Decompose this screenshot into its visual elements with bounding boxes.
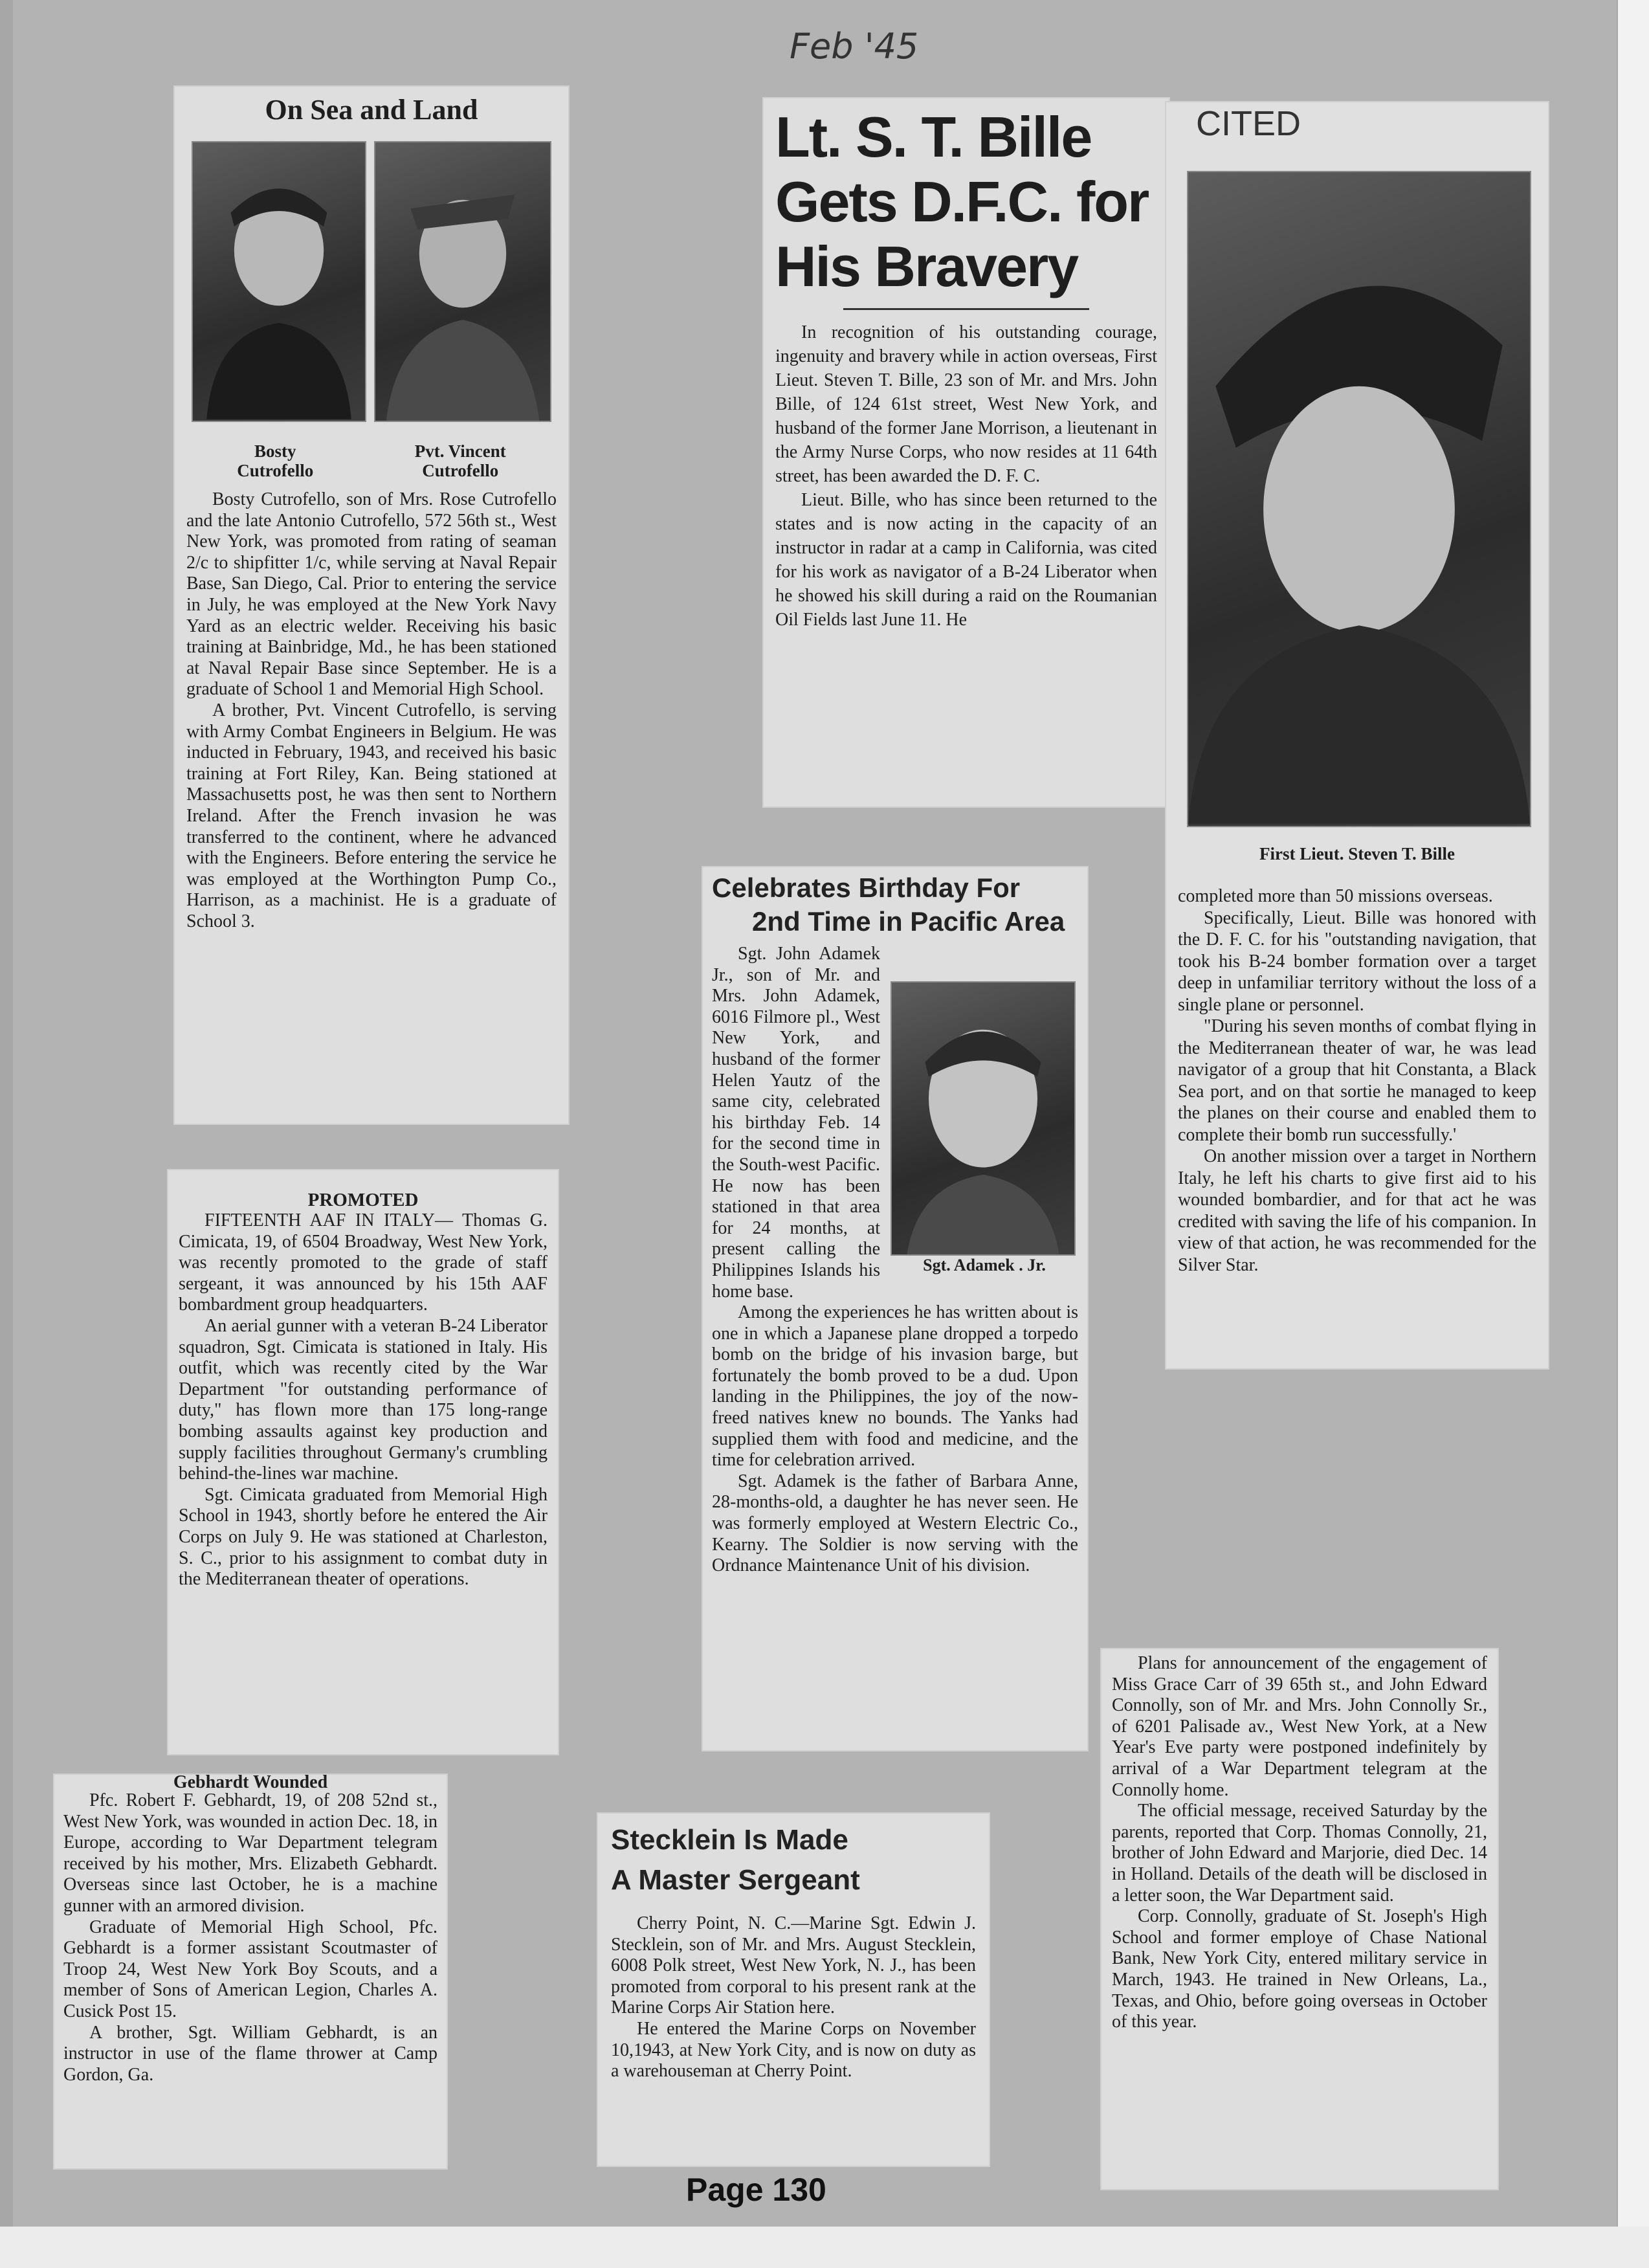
page-number: Page 130 — [686, 2172, 826, 2208]
paragraph: Bosty Cutrofello, son of Mrs. Rose Cutrofello and the late Antonio Cutrofello, 572 56th st., West New York, was promoted from rating of seaman 2/c to shipfitter 1/c, while serving at Naval Repair Base, San Diego, Cal. Prior to entering the service in July, he was employed at the New York Navy Yard as an electric welder. Receiving his basic training at Bainbridge, Md., he has been stationed at Naval Repair Base since September. He is a graduate of School 1 and Memorial High School. — [186, 489, 557, 700]
photo-john-adamek — [891, 981, 1076, 1256]
paper-edge-bottom — [0, 2227, 1649, 2268]
paragraph: A brother, Pvt. Vincent Cutrofello, is serving with Army Combat Engineers in Belgium. He was inducted in February, 1943, and received his basic training at Fort Riley, Kan. Being stationed at Massachusetts post, he was then sent to Northern Ireland. After the French invasion he was transferred to the continent, where he advanced with the Engineers. Before entering the service he was employed at the Worthington Pump Co., Harrison, as a machinist. He is a graduate of School 3. — [186, 700, 557, 931]
article-body — [186, 489, 557, 932]
headline-line-1: Celebrates Birthday For — [712, 873, 1021, 903]
paragraph: Pfc. Robert F. Gebhardt, 19, of 208 52nd st., West New York, was wounded in action Dec. 18, in Europe, according to War Department telegram received by his mother, Mrs. Elizabeth Gebhardt. Overseas since last October, he is a machine gunner with an armored division. — [63, 1790, 437, 1916]
paragraph: In recognition of his outstanding courage, ingenuity and bravery while in action overseas, First Lieut. Steven T. Bille, 23 son of Mr. and Mrs. John Bille, of 124 61st street, West New York, and husband of the former Jane Morrison, a lieutenant in the Army Nurse Corps, who now resides at 11 64th street, has been awarded the D. F. C. — [775, 322, 1157, 486]
paragraph: Sgt. John Adamek Jr., son of Mr. and Mrs. John Adamek, 6016 Filmore pl., West New York, and husband of the former Helen Yautz of the same city, celebrated his birthday Feb. 14 for the second time in the South-west Pacific. He now has been stationed in that area for 24 months, at present calling the Philippines Islands his home base. — [712, 944, 880, 1302]
clipping-connolly — [1100, 1648, 1499, 2190]
headline-line-2: 2nd Time in Pacific Area — [752, 906, 1065, 937]
clipping-promoted — [167, 1169, 559, 1755]
clipping-title: On Sea and Land — [265, 94, 478, 126]
paragraph: He entered the Marine Corps on November 10,1943, at New York City, and is now on duty as a warehouseman at Cherry Point. — [611, 2018, 976, 2082]
paragraph: Specifically, Lieut. Bille was honored with the D. F. C. for his "outstanding navigation, that took his B-24 bomber formation over a target deep in unfamiliar territory without the loss of a single plane or personnel. — [1178, 907, 1536, 1015]
caption-bosty: Bosty Cutrofello — [237, 441, 314, 480]
paragraph: completed more than 50 missions overseas. — [1178, 886, 1493, 906]
clipping-birthday — [702, 866, 1089, 1751]
paragraph: A brother, Sgt. William Gebhardt, is an instructor in use of the flame thrower at Camp Gordon, Ga. — [63, 2022, 437, 2085]
paragraph: Graduate of Memorial High School, Pfc. Gebhardt is a former assistant Scoutmaster of Troop 24, West New York Boy Scouts, and a member of Sons of American Legion, Charles A. Cusick Post 15. — [63, 1917, 437, 2021]
scrapbook-page — [13, 0, 1617, 2227]
photo-frame — [891, 981, 1078, 1285]
heading: PROMOTED — [307, 1190, 419, 1210]
photo-caption: First Lieut. Steven T. Bille — [1259, 844, 1455, 863]
paragraph: FIFTEENTH AAF IN ITALY— Thomas G. Cimicata, 19, of 6504 Broadway, West New York, was recently promoted to the grade of staff sergeant, it was announced by his 15th AAF bombardment group headquarters. — [179, 1210, 548, 1315]
paragraph: An aerial gunner with a veteran B-24 Liberator squadron, Sgt. Cimicata is stationed in Italy. His outfit, which was recently cited by the War Department "for outstanding performance of duty," has flown more than 175 long-range bombing assaults against key production and supply facilities throughout Germany's crumbling behind-the-lines war machine. — [179, 1315, 548, 1484]
paragraph: The official message, received Saturday by the parents, reported that Corp. Thomas Connolly, 21, brother of John Edward and Marjorie, died Dec. 14 in Holland. Details of the death will be disclosed in a letter soon, the War Department said. — [1112, 1801, 1487, 1906]
clipping-gebhardt — [53, 1773, 448, 2170]
photo-steven-bille — [1187, 171, 1531, 827]
handwritten-date: Feb '45 — [790, 26, 919, 67]
article-body — [712, 944, 1078, 1577]
paragraph: Sgt. Cimicata graduated from Memorial High School in 1943, shortly before he entered the Air Corps on July 9. He was stationed at Charleston, S. C., prior to his assignment to combat duty in the Mediterranean theater of operations. — [179, 1484, 548, 1590]
paragraph: "During his seven months of combat flying in the Mediterranean theater of war, he was lead navigator of a group that hit Constanta, a Black Sea port, and on that sortie he managed to keep the planes on their course and enabled them to complete their bomb run successfully.' — [1178, 1016, 1536, 1145]
photo-bosty-cutrofello — [192, 141, 366, 422]
article-body — [1112, 1653, 1487, 2033]
photo-caption: Sgt. Adamek . Jr. — [923, 1256, 1046, 1274]
headline-line-2: A Master Sergeant — [611, 1864, 860, 1896]
clipping-stecklein — [597, 1812, 990, 2167]
article-body — [611, 1913, 976, 2082]
paragraph: Plans for announcement of the engagement of Miss Grace Carr of 39 65th st., and John Edward Connolly, son of Mr. and Mrs. John Connolly Sr., of 6201 Palisade av., West New York, at a New Year's Eve party were postponed indefinitely by arrival of a War Department telegram at the Connolly home. — [1112, 1653, 1487, 1800]
cited-label: CITED — [1196, 104, 1301, 143]
article-body — [63, 1790, 437, 2085]
paragraph: Corp. Connolly, graduate of St. Joseph's High School and former employe of Chase National Bank, New York City, entered military service in March, 1943. He trained in New Orleans, La., Texas, and Ohio, before going overseas in October of this year. — [1112, 1906, 1487, 2032]
clipping-bille-dfc — [762, 97, 1170, 808]
article-body — [775, 320, 1157, 632]
paragraph: Cherry Point, N. C.—Marine Sgt. Edwin J. Stecklein, son of Mr. and Mrs. August Stecklein, 6008 Polk street, West New York, N. J., has been promoted from corporal to his present rank at the Marine Corps Air Station here. — [611, 1913, 976, 2018]
heading: Gebhardt Wounded — [173, 1775, 328, 1790]
headline: Lt. S. T. Bille Gets D.F.C. for His Bravery — [775, 105, 1149, 298]
paragraph: On another mission over a target in Northern Italy, he left his charts to give first aid to his wounded bombardier, and for that act he was credited with saving the life of his companion. In view of that action, he was recommended for the Silver Star. — [1178, 1146, 1536, 1275]
paragraph: Sgt. Adamek is the father of Barbara Anne, 28-months-old, a daughter he has never seen. He was formerly employed at Western Electric Co., Kearny. The Soldier is now serving with the Ordnance Maintenance Unit of his division. — [712, 1471, 1078, 1576]
clipping-cited — [1165, 101, 1549, 1370]
clipping-sea-and-land — [173, 85, 570, 1125]
paragraph: Lieut. Bille, who has since been returned to the states and is now acting in the capacity of an instructor in radar at a camp in California, was cited for his work as navigator of a B-24 Liberator when he showed his skill during a raid on the Roumanian Oil Fields last June 11. He — [775, 490, 1157, 630]
divider — [843, 308, 1089, 310]
article-body — [179, 1210, 548, 1590]
photo-vincent-cutrofello — [374, 141, 551, 422]
caption-vincent: Pvt. Vincent Cutrofello — [414, 441, 506, 480]
article-body — [1178, 885, 1536, 1276]
paragraph: Among the experiences he has written about is one in which a Japanese plane dropped a torpedo bomb on the bridge of his invasion barge, but fortunately the bomb proved to be a dud. Upon landing in the Philippines, the joy of the now-freed natives knew no bounds. The Yanks had supplied them with food and medicine, and the time for celebration arrived. — [712, 1302, 1078, 1471]
headline-line-1: Stecklein Is Made — [611, 1824, 848, 1856]
paper-edge-right — [1618, 0, 1649, 2268]
